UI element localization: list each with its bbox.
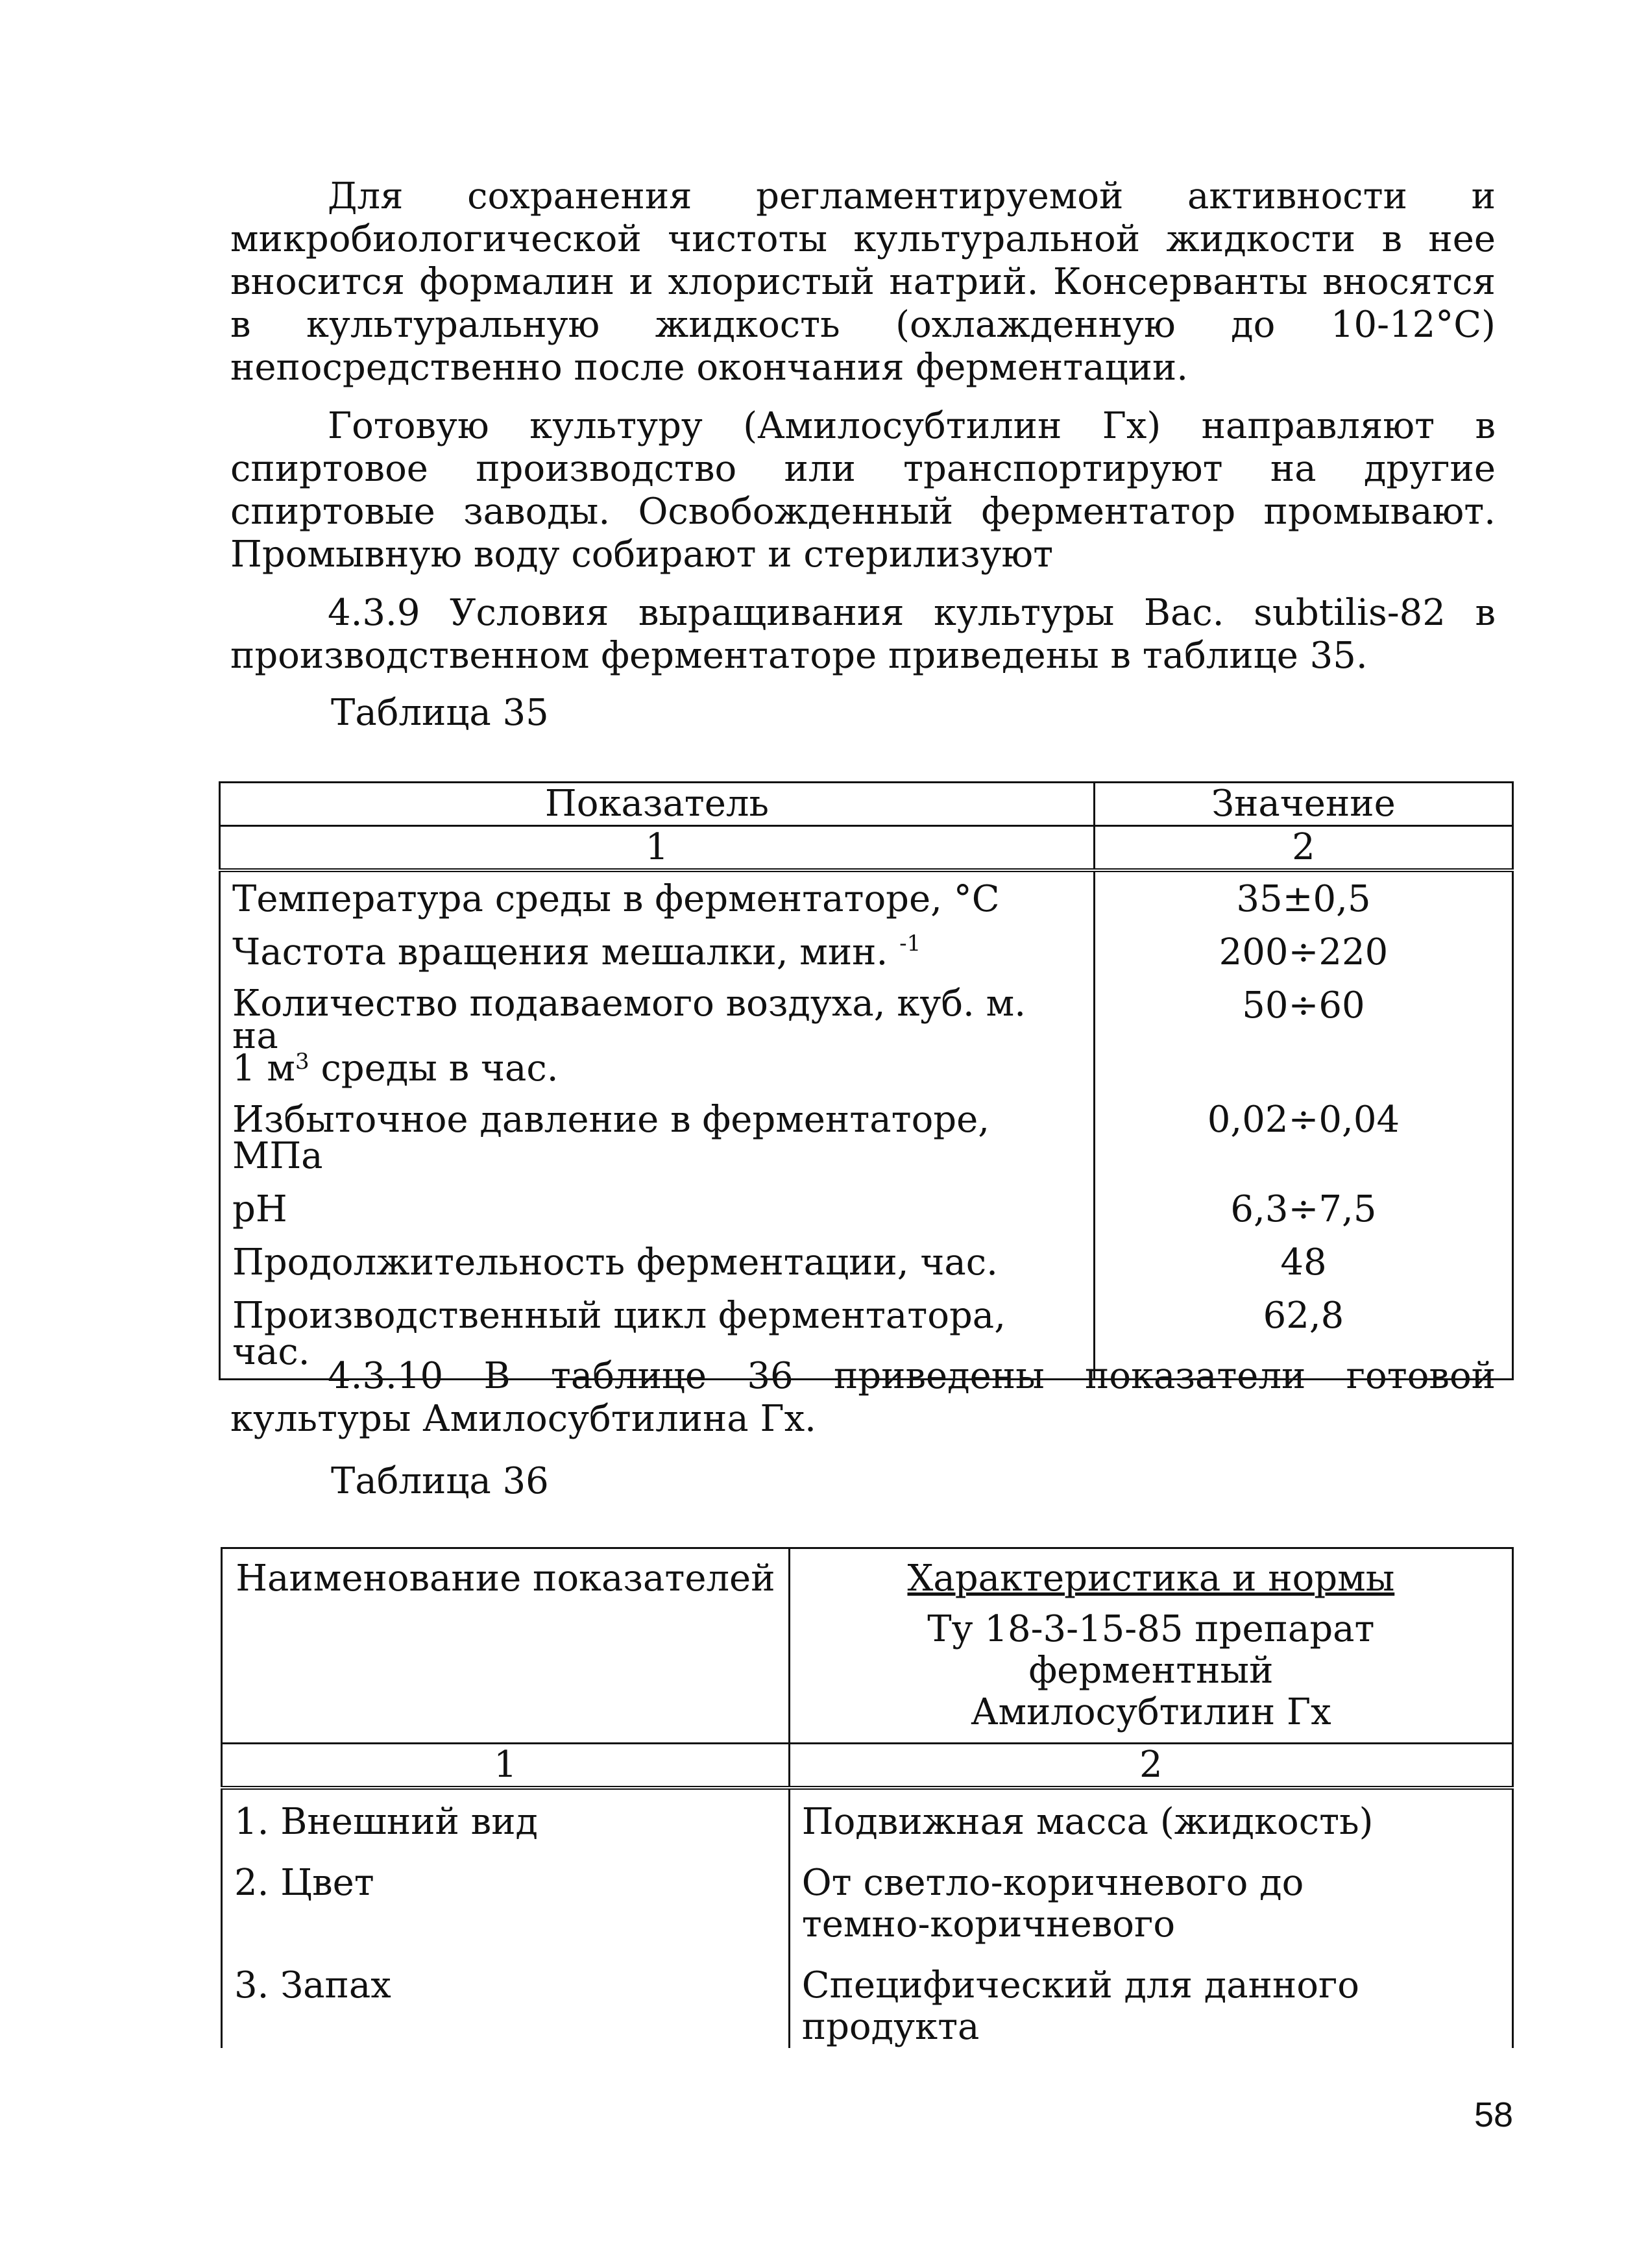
row-label: 3. Запах	[222, 1953, 790, 2048]
row-label-text-line2-end: среды в час.	[309, 1047, 559, 1090]
table-36	[221, 1547, 1514, 2048]
row-label	[220, 979, 1095, 1093]
paragraph-4-3-10: 4.3.10 В таблице 36 приведены показатели готовой культуры Амилосубтилина Гх.	[230, 1355, 1496, 1440]
row-value: 0,02÷0,04	[1094, 1093, 1512, 1182]
table-35-caption: Таблица 35	[331, 692, 549, 734]
header-standard-line1: Ту 18-3-15-85 препарат ферментный	[927, 1608, 1375, 1692]
col-number-2: 2	[789, 1744, 1512, 1788]
table-row	[220, 1182, 1513, 1236]
table-36-caption: Таблица 36	[331, 1460, 549, 1502]
column-number-row	[220, 826, 1513, 871]
row-label	[220, 925, 1095, 979]
col-number-1: 1	[220, 826, 1095, 871]
row-value: 35±0,5	[1094, 870, 1512, 925]
table-row	[222, 1851, 1513, 1953]
col-number-1: 1	[222, 1744, 790, 1788]
row-label: pH	[220, 1182, 1095, 1236]
row-label-superscript: -1	[899, 931, 921, 957]
table-row	[220, 1093, 1513, 1182]
row-label: Продолжительность ферментации, час.	[220, 1236, 1095, 1289]
row-value: Подвижная масса (жидкость)	[789, 1788, 1512, 1851]
row-label: 1. Внешний вид	[222, 1788, 790, 1851]
row-label: Производственный цикл ферментатора, час.	[220, 1289, 1095, 1380]
row-label: 2. Цвет	[222, 1851, 790, 1953]
table-row	[220, 925, 1513, 979]
table-row	[220, 870, 1513, 925]
row-label-text-line2: 1 м	[232, 1047, 295, 1090]
row-value: От светло-коричневого до темно-коричневого	[789, 1851, 1512, 1953]
table-row	[220, 979, 1513, 1093]
row-label-text: Частота вращения мешалки, мин.	[232, 931, 888, 973]
table-35	[219, 781, 1514, 1380]
header-value: Значение	[1094, 783, 1512, 826]
table-header-row	[220, 783, 1513, 826]
row-value: 62,8	[1094, 1289, 1512, 1380]
page-number: 58	[1474, 2095, 1514, 2134]
paragraph-ready-culture: Готовую культуру (Амилосубтилин Гх) направляют в спиртовое производство или транспортируют на другие спиртовые заводы. Освобожденный ферментатор промывают. Промывную воду собирают и стерилизуют	[230, 405, 1496, 576]
table-header-row	[222, 1548, 1513, 1744]
row-label: Температура среды в ферментаторе, °С	[220, 870, 1095, 925]
table-row	[222, 1788, 1513, 1851]
table-row	[222, 1953, 1513, 2048]
row-label-superscript: 3	[295, 1049, 309, 1075]
paragraph-4-3-9: 4.3.9 Условия выращивания культуры Bac. subtilis-82 в производственном ферментаторе приведены в таблице 35.	[230, 592, 1496, 677]
header-characteristics	[789, 1548, 1512, 1744]
header-indicator-names: Наименование показателей	[222, 1548, 790, 1744]
row-value: 200÷220	[1094, 925, 1512, 979]
header-characteristics-title: Характеристика и нормы	[907, 1557, 1395, 1600]
header-standard-line2: Амилосубтилин Гх	[971, 1691, 1331, 1733]
row-label: Избыточное давление в ферментаторе, МПа	[220, 1093, 1095, 1182]
row-value: 6,3÷7,5	[1094, 1182, 1512, 1236]
header-indicator: Показатель	[220, 783, 1095, 826]
column-number-row	[222, 1744, 1513, 1788]
row-value: Специфический для данного продукта	[789, 1953, 1512, 2048]
table-row	[220, 1236, 1513, 1289]
row-label-text: Количество подаваемого воздуха, куб. м. на	[232, 982, 1026, 1057]
col-number-2: 2	[1094, 826, 1512, 871]
row-value: 50÷60	[1094, 979, 1512, 1093]
paragraph-preservatives: Для сохранения регламентируемой активности и микробиологической чистоты культуральной жидкости в нее вносится формалин и хлористый натрий. Консерванты вносятся в культуральную жидкость (охлажденную до 10-12°С) непосредственно после окончания ферментации.	[230, 175, 1496, 389]
row-value: 48	[1094, 1236, 1512, 1289]
